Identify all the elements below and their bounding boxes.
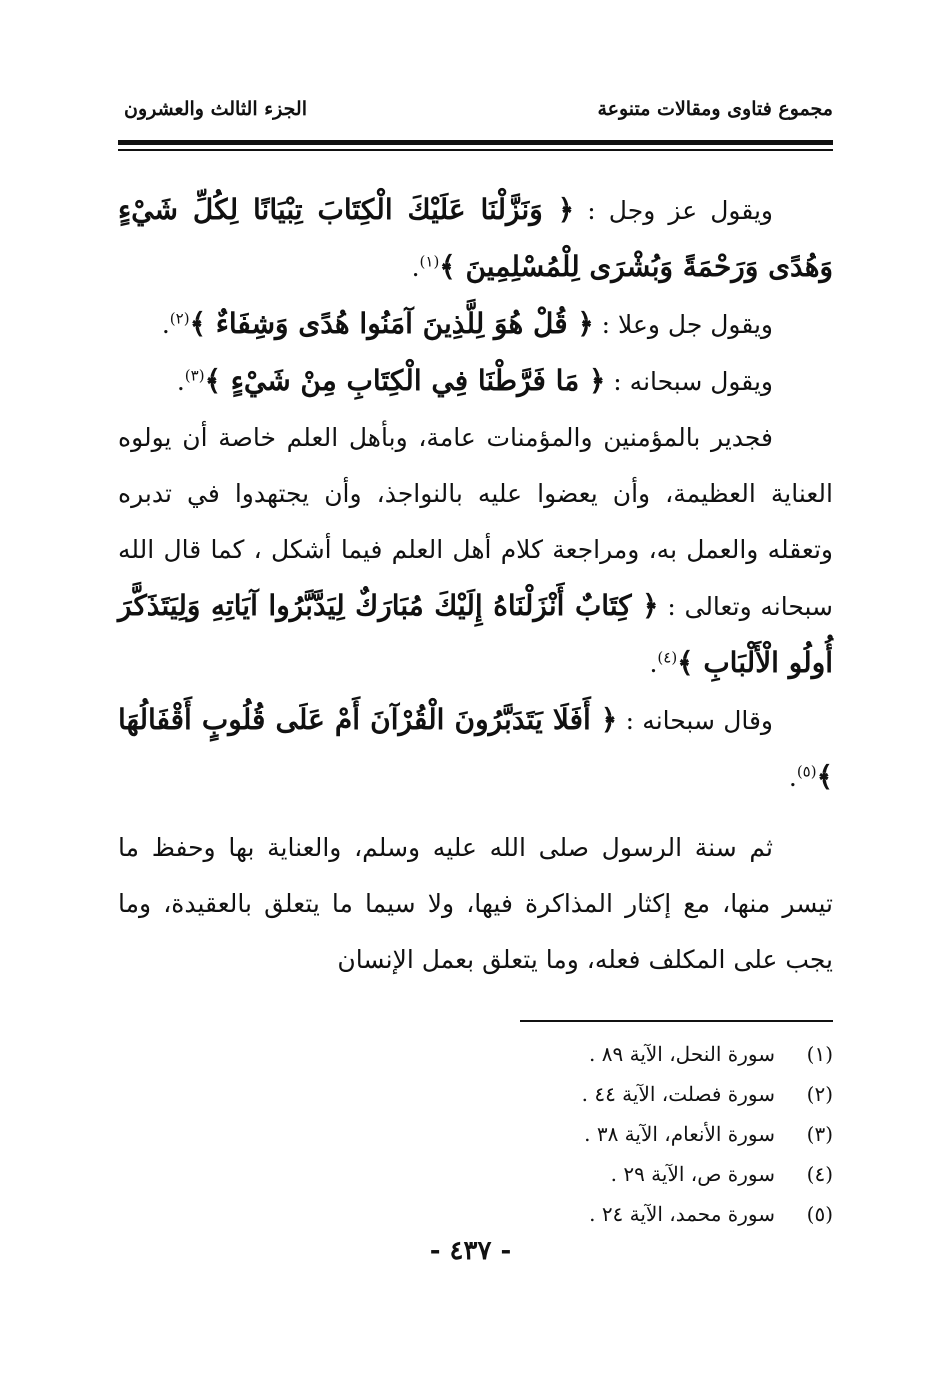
footnote-ref-2: (٢) xyxy=(169,309,190,328)
footnote-text: سورة محمد، الآية ٢٤ . xyxy=(589,1202,775,1226)
paragraph-5 xyxy=(118,692,833,806)
quran-verse-2: ﴿ قُلْ هُوَ لِلَّذِينَ آمَنُوا هُدًى وَشِفَاءٌ ﴾ xyxy=(189,307,594,340)
header-rule-thick xyxy=(118,140,833,145)
footnote-ref-4: (٤) xyxy=(657,648,678,667)
footnotes xyxy=(118,1034,833,1234)
footnote-item xyxy=(118,1194,833,1234)
footnote-text: سورة الأنعام، الآية ٣٨ . xyxy=(584,1122,775,1146)
footnote-ref-1: (١) xyxy=(419,252,440,271)
footnote-number: (١) xyxy=(806,1042,833,1066)
header-rule-thin xyxy=(118,149,833,151)
quran-verse-3: ﴿ مَا فَرَّطْنَا فِي الْكِتَابِ مِنْ شَيْءٍ ﴾ xyxy=(204,364,606,397)
footnote-separator xyxy=(520,1020,833,1022)
book-title: مجموع فتاوى ومقالات متنوعة xyxy=(597,98,833,120)
paragraph-2-end: . xyxy=(161,310,170,339)
paragraph-2 xyxy=(118,296,833,353)
paragraph-1-intro: ويقول عز وجل : xyxy=(574,196,773,225)
quran-verse-5: ﴿ أَفَلَا يَتَدَبَّرُونَ الْقُرْآنَ أَمْ عَلَى قُلُوبٍ أَقْفَالُهَا ﴾ xyxy=(118,703,833,793)
footnote-item xyxy=(118,1074,833,1114)
footnote-item xyxy=(118,1034,833,1074)
footnote-ref-5: (٥) xyxy=(796,762,817,781)
footnote-item xyxy=(118,1114,833,1154)
volume-title: الجزء الثالث والعشرون xyxy=(124,98,307,120)
paragraph-4-text: فجدير بالمؤمنين والمؤمنات عامة، وبأهل العلم خاصة أن يولوه العناية العظيمة، وأن يعضوا عليه بالنواجذ، وأن يجتهدوا في تدبره وتعقله والعمل به، ومراجعة كلام أهل العلم فيما أشكل ، كما قال الله سبحانه وتعالى : xyxy=(118,423,833,621)
paragraph-6-text: ثم سنة الرسول صلى الله عليه وسلم، والعناية بها وحفظ ما تيسر منها، مع إكثار المذاكرة فيها، ولا سيما ما يتعلق بالعقيدة، وما يجب على المكلف فعله، وما يتعلق بعمل الإنسان xyxy=(118,833,833,974)
footnote-text: سورة ص، الآية ٢٩ . xyxy=(610,1162,775,1186)
paragraph-4-end: . xyxy=(649,649,658,678)
main-text xyxy=(118,182,833,988)
quran-verse-4: ﴿ كِتَابٌ أَنْزَلْنَاهُ إِلَيْكَ مُبَارَكٌ لِيَدَّبَّرُوا آيَاتِهِ وَلِيَتَذَكَّرَ أُولُو الْأَلْبَابِ ﴾ xyxy=(118,589,833,679)
paragraph-1-end: . xyxy=(411,253,420,282)
footnote-number: (٥) xyxy=(806,1202,833,1226)
paragraph-5-intro: وقال سبحانه : xyxy=(617,706,774,735)
paragraph-spacer xyxy=(118,806,833,820)
paragraph-5-end: . xyxy=(788,763,797,792)
footnote-item xyxy=(118,1154,833,1194)
paragraph-3 xyxy=(118,353,833,410)
page-number: - ٤٣٧ - xyxy=(429,1236,512,1266)
footnote-number: (٤) xyxy=(806,1162,833,1186)
footnote-number: (٣) xyxy=(806,1122,833,1146)
paragraph-3-end: . xyxy=(176,367,185,396)
paragraph-2-intro: ويقول جل وعلا : xyxy=(593,310,773,339)
paragraph-4 xyxy=(118,410,833,692)
paragraph-6 xyxy=(118,820,833,988)
footnote-text: سورة فصلت، الآية ٤٤ . xyxy=(581,1082,775,1106)
paragraph-1 xyxy=(118,182,833,296)
footnote-text: سورة النحل، الآية ٨٩ . xyxy=(589,1042,775,1066)
running-header xyxy=(118,92,833,128)
quran-verse-1: ﴿ وَنَزَّلْنَا عَلَيْكَ الْكِتَابَ تِبْيَانًا لِكُلِّ شَيْءٍ وَهُدًى وَرَحْمَةً وَبُشْرَى لِلْمُسْلِمِينَ ﴾ xyxy=(118,193,833,283)
footnote-ref-3: (٣) xyxy=(184,366,205,385)
footnote-number: (٢) xyxy=(806,1082,833,1106)
paragraph-3-intro: ويقول سبحانه : xyxy=(605,367,773,396)
